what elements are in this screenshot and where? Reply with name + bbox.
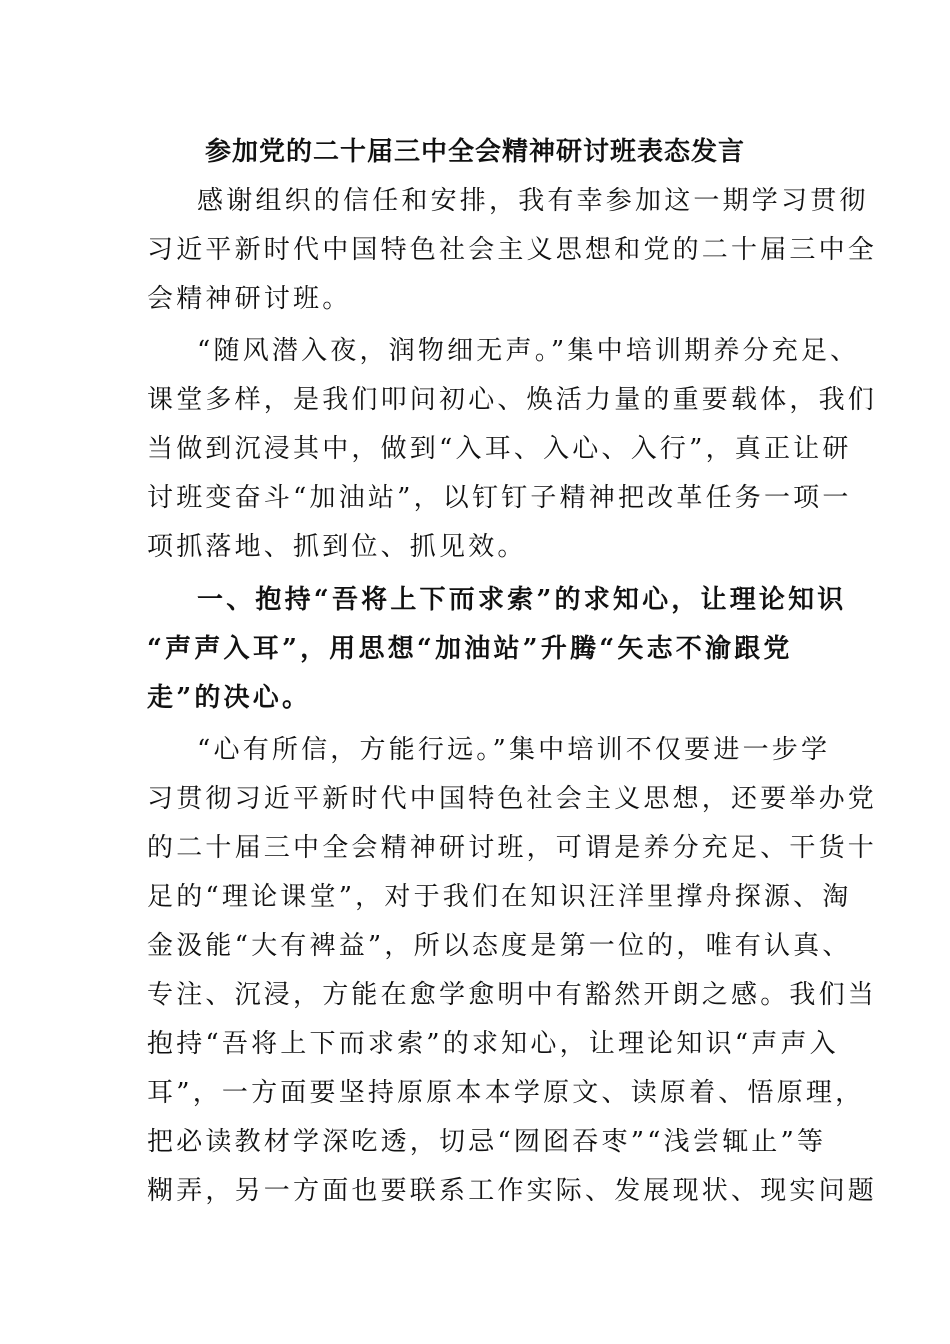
paragraph-2-line-5: 项抓落地、抓到位、抓见效。 [147,532,527,562]
heading-1-line-3: 走”的决心。 [147,683,312,713]
paragraph-3-line-3: 的二十届三中全会精神研讨班，可谓是养分充足、干货十 [147,833,878,863]
heading-1-line-1: 一、抱持“吾将上下而求索”的求知心，让理论知识 [197,585,847,615]
heading-1-line-2: “声声入耳”，用思想“加油站”升腾“矢志不渝跟党 [147,634,793,664]
paragraph-2-line-1: “随风潜入夜，润物细无声。”集中培训期养分充足、 [197,336,860,366]
paragraph-3-line-5: 金汲能“大有裨益”，所以态度是第一位的，唯有认真、 [147,931,852,961]
paragraph-1-line-3: 会精神研讨班。 [147,284,352,314]
paragraph-3-line-7: 抱持“吾将上下而求索”的求知心，让理论知识“声声入 [147,1029,839,1059]
paragraph-2-line-2: 课堂多样，是我们叩问初心、焕活力量的重要载体，我们 [147,385,878,415]
document-title: 参加党的二十届三中全会精神研讨班表态发言 [204,137,745,167]
paragraph-3-line-9: 把必读教材学深吃透，切忌“囫囵吞枣”“浅尝辄止”等 [147,1127,827,1157]
paragraph-3-line-4: 足的“理论课堂”，对于我们在知识汪洋里撑舟探源、淘 [147,882,852,912]
paragraph-1-line-1: 感谢组织的信任和安排，我有幸参加这一期学习贯彻 [197,186,869,216]
paragraph-2-line-4: 讨班变奋斗“加油站”，以钉钉子精神把改革任务一项一 [147,483,852,513]
paragraph-2-line-3: 当做到沉浸其中，做到“入耳、入心、入行”，真正让研 [147,434,852,464]
paragraph-1-line-2: 习近平新时代中国特色社会主义思想和党的二十届三中全 [147,235,878,265]
paragraph-3-line-1: “心有所信，方能行远。”集中培训不仅要进一步学 [197,735,831,765]
paragraph-3-line-6: 专注、沉浸，方能在愈学愈明中有豁然开朗之感。我们当 [147,980,878,1010]
paragraph-3-line-2: 习贯彻习近平新时代中国特色社会主义思想，还要举办党 [147,784,878,814]
paragraph-3-line-8: 耳”，一方面要坚持原原本本学原文、读原着、悟原理， [147,1078,865,1108]
paragraph-3-line-10: 糊弄，另一方面也要联系工作实际、发展现状、现实问题 [147,1176,878,1206]
